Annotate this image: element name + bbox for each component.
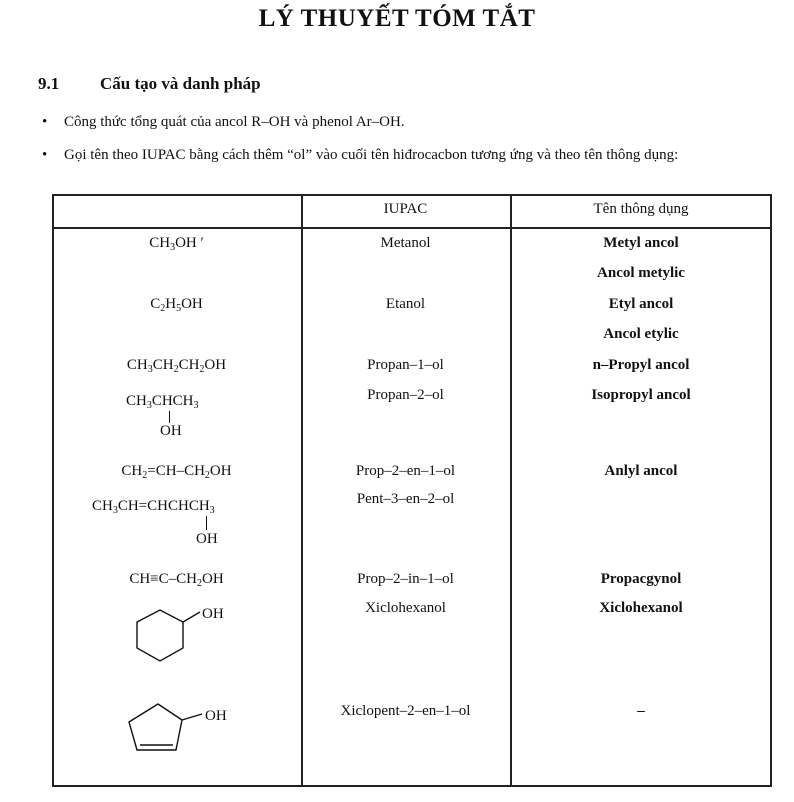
iupac-name: Prop–2–in–1–ol — [357, 571, 454, 587]
section-title: Cấu tạo và danh pháp — [100, 74, 261, 93]
common-name: – — [637, 703, 645, 719]
common-name: Metyl ancol — [603, 235, 679, 251]
table-border-left — [52, 194, 54, 787]
common-name: Propacgynol — [600, 571, 682, 587]
common-name: n–Propyl ancol — [592, 357, 690, 373]
cyclopentenol-ring-icon — [118, 694, 248, 774]
cyclopentenol-oh-label: OH — [205, 708, 227, 724]
formula-prop-2-en-1-ol: $CH_2=CH-CH_2OH$ — [121, 463, 232, 481]
iupac-name: Prop–2–en–1–ol — [355, 463, 456, 479]
cyclohexanol-oh-label: OH — [202, 606, 224, 622]
formula-methanol: $CH_3OH$ ʹ — [149, 235, 204, 253]
common-name: Etyl ancol — [608, 296, 674, 312]
common-name: Isopropyl ancol — [591, 387, 691, 403]
table-header-divider — [52, 227, 772, 229]
table-border-right — [770, 194, 772, 787]
formula-pent-3-en-2-ol: $CH_3CH=CHCHCH_3$ OH — [92, 498, 218, 547]
formula-propan-1-ol: $CH_3CH_2CH_2OH$ — [126, 357, 227, 375]
bullet-dot-icon: • — [42, 114, 48, 130]
bullet-text: Công thức tổng quát của ancol R–OH và phenol Ar–OH. — [64, 114, 405, 130]
iupac-name: Metanol — [380, 235, 431, 251]
iupac-name: Xiclopent–2–en–1–ol — [340, 703, 471, 719]
common-name: Xiclohexanol — [599, 600, 683, 616]
formula-propan-2-ol: $CH_3CHCH_3$ OH — [126, 393, 199, 439]
section-number: 9.1 — [38, 74, 60, 93]
table-border-top — [52, 194, 772, 196]
table-column-divider — [510, 194, 512, 787]
common-name: Ancol metylic — [597, 265, 685, 281]
formula-prop-2-in-1-ol: $CH\equiv C-CH_2OH$ — [129, 571, 224, 589]
iupac-name: Pent–3–en–2–ol — [356, 491, 455, 507]
cyclohexanol-ring-icon — [118, 600, 248, 680]
iupac-name: Propan–1–ol — [367, 357, 444, 373]
nomenclature-table — [52, 194, 772, 787]
iupac-name: Propan–2–ol — [367, 387, 444, 403]
iupac-name: Etanol — [385, 296, 426, 312]
common-name: Ancol etylic — [603, 326, 679, 342]
header-common-name: Tên thông dụng — [593, 201, 689, 217]
table-border-bottom — [52, 785, 772, 787]
formula-ethanol: $C_2H_5OH$ — [150, 296, 203, 314]
page-title: LÝ THUYẾT TÓM TẮT — [258, 5, 536, 32]
bullet-dot-icon: • — [42, 147, 48, 163]
iupac-name: Xiclohexanol — [365, 600, 446, 616]
bullet-text: Gọi tên theo IUPAC bằng cách thêm “ol” vào cuối tên hiđrocacbon tương ứng và theo tên thông dụng: — [64, 147, 679, 163]
common-name: Anlyl ancol — [604, 463, 678, 479]
section-heading — [38, 74, 261, 94]
header-iupac: IUPAC — [383, 201, 428, 217]
